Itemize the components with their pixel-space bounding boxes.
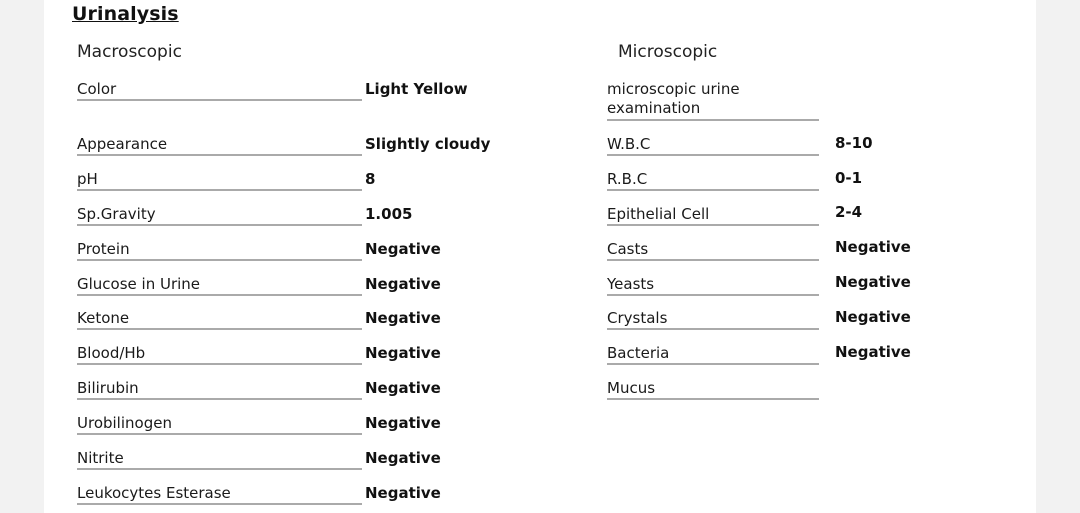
page-title: Urinalysis: [72, 3, 179, 25]
micro-label-epithelial: Epithelial Cell: [607, 205, 819, 226]
macro-label-bilirubin: Bilirubin: [77, 379, 362, 400]
macro-label-sp-gravity: Sp.Gravity: [77, 205, 362, 226]
micro-value-epithelial: 2-4: [835, 203, 863, 221]
macroscopic-heading: Macroscopic: [77, 42, 182, 62]
macro-label-ketone: Ketone: [77, 309, 362, 330]
micro-label-wbc: W.B.C: [607, 135, 819, 156]
macro-value-bilirubin: Negative: [365, 379, 441, 397]
micro-label-yeasts: Yeasts: [607, 275, 819, 296]
macro-label-urobilinogen: Urobilinogen: [77, 414, 362, 435]
macro-value-leukocytes: Negative: [365, 484, 441, 502]
micro-label-crystals: Crystals: [607, 309, 819, 330]
macro-label-ph: pH: [77, 170, 362, 191]
micro-label-bacteria: Bacteria: [607, 344, 819, 365]
micro-value-crystals: Negative: [835, 308, 911, 326]
macro-value-ketone: Negative: [365, 309, 441, 327]
macro-label-appearance: Appearance: [77, 135, 362, 156]
micro-value-yeasts: Negative: [835, 273, 911, 291]
micro-value-rbc: 0-1: [835, 169, 863, 187]
macro-value-protein: Negative: [365, 240, 441, 258]
macro-label-nitrite: Nitrite: [77, 449, 362, 470]
macro-value-color: Light Yellow: [365, 80, 468, 98]
microscopic-heading: Microscopic: [618, 42, 718, 62]
macro-label-glucose: Glucose in Urine: [77, 275, 362, 296]
macro-value-glucose: Negative: [365, 275, 441, 293]
micro-label-examination: microscopic urine examination: [607, 80, 819, 121]
macro-label-blood: Blood/Hb: [77, 344, 362, 365]
macro-value-appearance: Slightly cloudy: [365, 135, 491, 153]
micro-value-bacteria: Negative: [835, 343, 911, 361]
macro-label-color: Color: [77, 80, 362, 101]
macro-value-nitrite: Negative: [365, 449, 441, 467]
macro-value-ph: 8: [365, 170, 376, 188]
micro-value-wbc: 8-10: [835, 134, 873, 152]
macro-value-sp-gravity: 1.005: [365, 205, 413, 223]
micro-value-casts: Negative: [835, 238, 911, 256]
macro-label-protein: Protein: [77, 240, 362, 261]
macro-value-urobilinogen: Negative: [365, 414, 441, 432]
report-page: [44, 0, 1036, 513]
micro-label-mucus: Mucus: [607, 379, 819, 400]
macro-value-blood: Negative: [365, 344, 441, 362]
macro-label-leukocytes: Leukocytes Esterase: [77, 484, 362, 505]
micro-label-casts: Casts: [607, 240, 819, 261]
micro-label-rbc: R.B.C: [607, 170, 819, 191]
